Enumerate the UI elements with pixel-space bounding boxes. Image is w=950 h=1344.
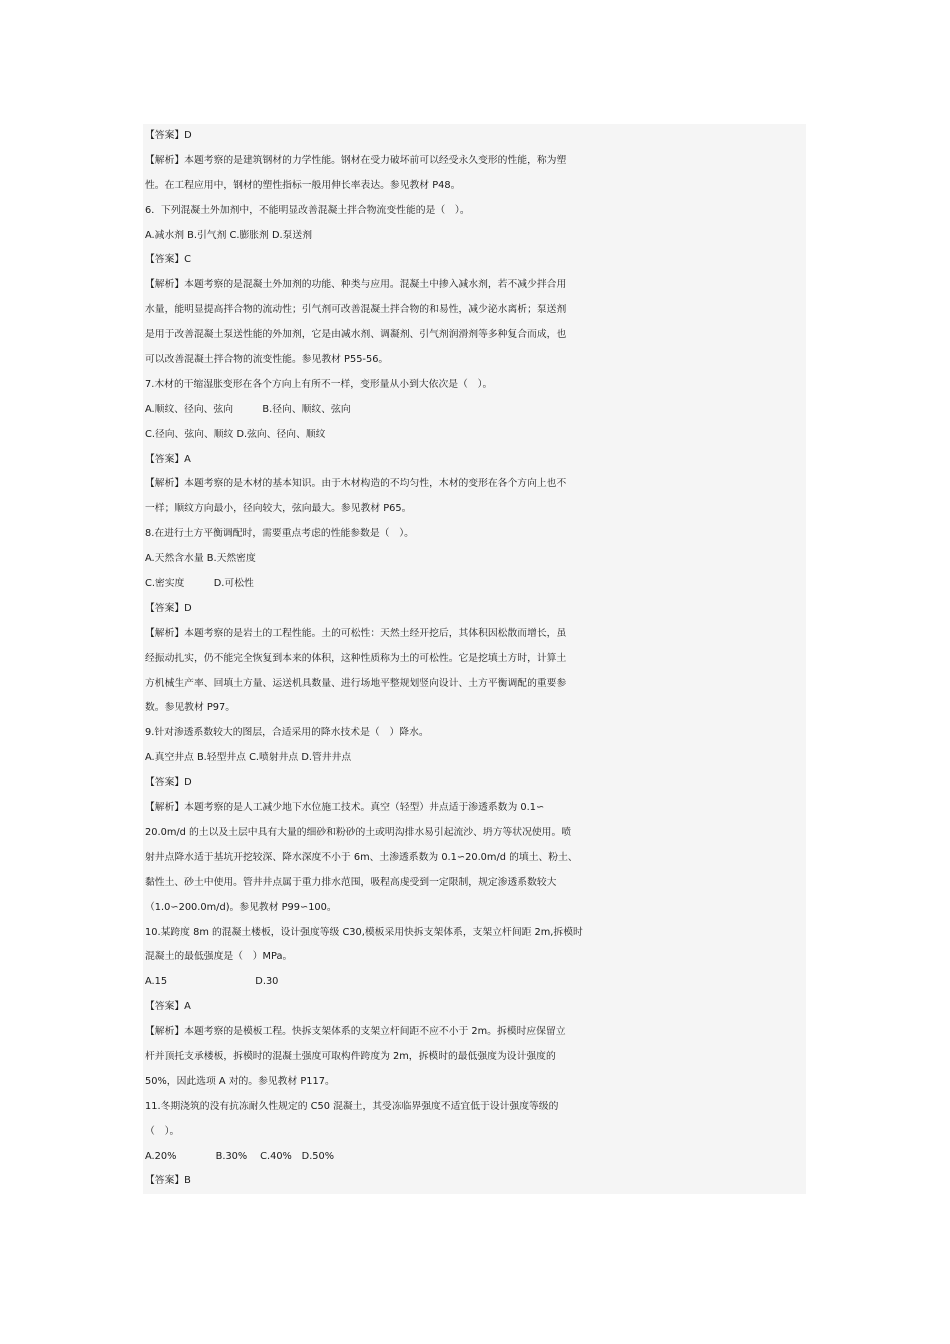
options-11: A.20% B.30% C.40% D.50%: [145, 1150, 335, 1162]
question-11-line-2: （ ）。: [145, 1125, 180, 1137]
answer-5: 【答案】D: [145, 130, 192, 141]
explanation-7-line-1: 【解析】本题考察的是木材的基本知识。由于木材构造的不均匀性，木材的变形在各个方向上也不: [145, 478, 567, 490]
explanation-8-line-2: 经振动扎实，仍不能完全恢复到本来的体积，这种性质称为土的可松性。它是挖填土方时，计算土: [145, 652, 567, 664]
answer-6: 【答案】C: [145, 254, 192, 266]
answer-8: 【答案】D: [145, 602, 192, 614]
question-11-line-1: 11.冬期浇筑的没有抗冻耐久性规定的 C50 混凝土，其受冻临界强度不适宜低于设计强度等级的: [145, 1100, 559, 1112]
explanation-9-line-1: 【解析】本题考察的是人工减少地下水位施工技术。真空（轻型）井点适于渗透系数为 0.1∽: [145, 802, 545, 814]
options-6: A.减水剂 B.引气剂 C.膨胀剂 D.泵送剂: [145, 229, 312, 241]
answer-10: 【答案】A: [145, 1001, 191, 1013]
explanation-8-line-3: 方机械生产率、回填土方量、运送机具数量、进行场地平整规划竖向设计、土方平衡调配的重要参: [145, 677, 567, 689]
explanation-9-line-5: （1.0∽200.0m/d)。参见教材 P99∽100。: [145, 901, 337, 913]
options-10: A.15 D.30: [145, 976, 279, 988]
answer-9: 【答案】D: [145, 777, 192, 789]
options-8-line-1: A.天然含水量 B.天然密度: [145, 553, 256, 565]
explanation-8-line-4: 数。参见教材 P97。: [145, 702, 236, 714]
explanation-5-line-1: 【解析】本题考察的是建筑钢材的力学性能。钢材在受力破坏前可以经受永久变形的性能，称为塑: [145, 154, 567, 166]
answer-7: 【答案】A: [145, 453, 191, 465]
explanation-7-line-2: 一样；顺纹方向最小，径向较大，弦向最大。参见教材 P65。: [145, 503, 412, 515]
explanation-10-line-1: 【解析】本题考察的是模板工程。快拆支架体系的支架立杆间距不应不小于 2m。拆模时应保留立: [145, 1026, 566, 1038]
question-10-line-2: 混凝土的最低强度是（ ）MPa。: [145, 951, 293, 963]
options-8-line-2: C.密实度 D.可松性: [145, 578, 254, 590]
question-10-line-1: 10.某跨度 8m 的混凝土楼板，设计强度等级 C30,模板采用快拆支架体系，支架立杆间距 2m,拆模时: [145, 926, 583, 938]
question-8: 8.在进行土方平衡调配时，需要重点考虑的性能参数是（ ）。: [145, 528, 414, 540]
explanation-9-line-2: 20.0m/d 的土以及土层中具有大量的细砂和粉砂的土或明沟排水易引起流沙、坍方等状况使用。喷: [145, 826, 572, 838]
explanation-9-line-4: 黏性土、砂土中使用。管井井点属于重力排水范围，吸程高虔受到一定限制，规定渗透系数较大: [145, 876, 557, 888]
options-9: A.真空井点 B.轻型井点 C.喷射井点 D.管井井点: [145, 752, 352, 764]
options-7-line-1: A.顺纹、径向、弦向 B.径向、顺纹、弦向: [145, 403, 351, 415]
explanation-9-line-3: 射井点降水适于基坑开挖较深、降水深度不小于 6m、土渗透系数为 0.1∽20.0m/d 的填土、粉土、: [145, 851, 578, 863]
question-9: 9.针对渗透系数较大的图层，合适采用的降水技术是（ ）降水。: [145, 727, 429, 739]
explanation-6-line-4: 可以改善混凝土拌合物的流变性能。参见教材 P55-56。: [145, 354, 389, 366]
question-6: 6．下列混凝土外加剂中，不能明显改善混凝土拌合物流变性能的是（ ）。: [145, 204, 470, 216]
explanation-10-line-3: 50%，因此选项 A 对的。参见教材 P117。: [145, 1075, 335, 1087]
exam-text-block: [143, 124, 806, 1194]
explanation-10-line-2: 杆并顶托支承楼板，拆模时的混凝土强度可取构件跨度为 2m，拆模时的最低强度为设计强度的: [145, 1050, 556, 1062]
question-7: 7.木材的干缩湿胀变形在各个方向上有所不一样，变形量从小到大依次是（ ）。: [145, 378, 493, 390]
explanation-6-line-3: 是用于改善混凝土泵送性能的外加剂，它是由减水剂、调凝剂、引气剂润滑剂等多种复合而成，也: [145, 329, 567, 341]
options-7-line-2: C.径向、弦向、顺纹 D.弦向、径向、顺纹: [145, 428, 326, 440]
explanation-5-line-2: 性。在工程应用中，钢材的塑性指标一般用伸长率表达。参见教材 P48。: [145, 179, 461, 191]
explanation-6-line-2: 水量，能明显提高拌合物的流动性；引气剂可改善混凝土拌合物的和易性，减少泌水离析；泵送剂: [145, 304, 567, 316]
answer-11: 【答案】B: [145, 1175, 191, 1187]
explanation-6-line-1: 【解析】本题考察的是混凝土外加剂的功能、种类与应用。混凝土中掺入减水剂，若不减少拌合用: [145, 279, 567, 291]
explanation-8-line-1: 【解析】本题考察的是岩土的工程性能。土的可松性：天然土经开挖后，其体积因松散而增长，虽: [145, 627, 567, 639]
